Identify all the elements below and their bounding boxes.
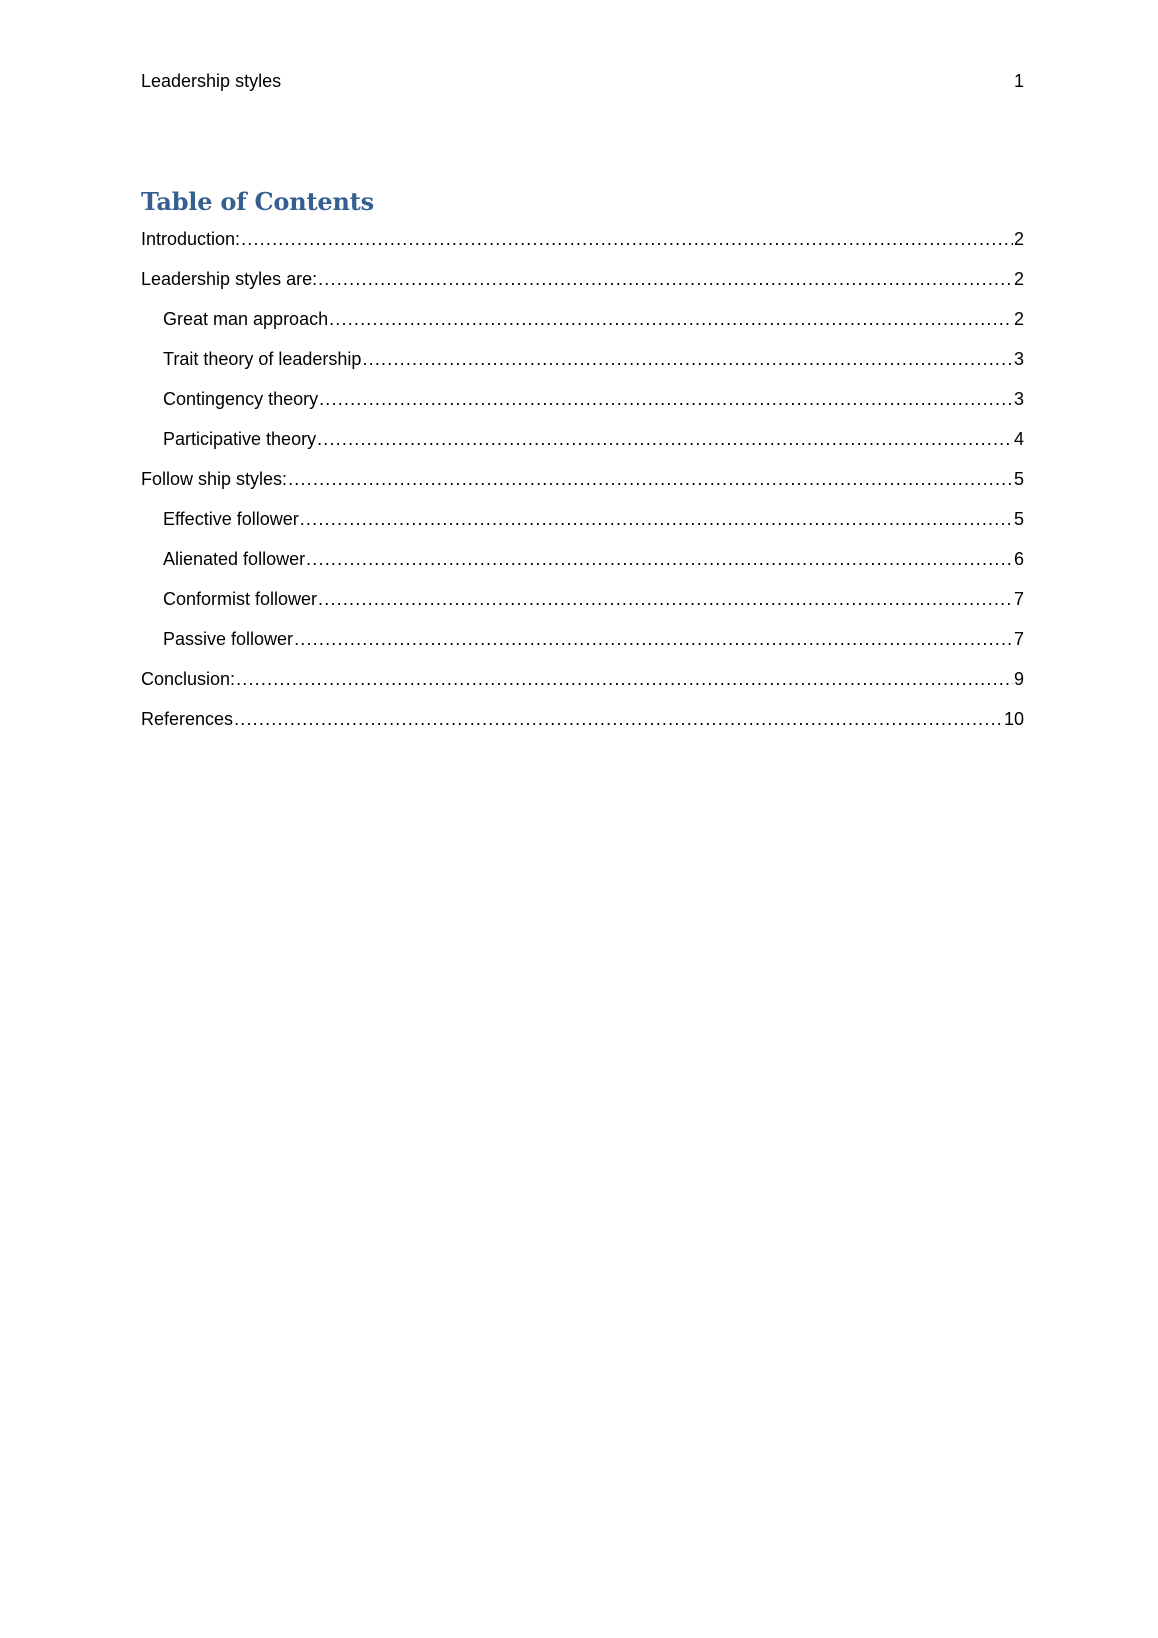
toc-entry-label: Contingency theory [163,389,319,409]
toc-entry-conformist-follower[interactable] [141,584,1024,624]
toc-entry-page: 7 [1013,589,1024,609]
dot-leader [294,624,1013,654]
dot-leader [319,384,1013,414]
toc-entry-participative-theory[interactable] [141,424,1024,464]
toc-entry-trait-theory[interactable] [141,344,1024,384]
toc-heading: Table of Contents [141,187,374,216]
toc-entry-page: 6 [1013,549,1024,569]
toc-entry-label: Alienated follower [163,549,306,569]
dot-leader [300,504,1013,534]
toc-entry-page: 5 [1013,509,1024,529]
toc-entry-page: 3 [1013,349,1024,369]
toc-entry-leadership-styles[interactable] [141,264,1024,304]
toc-entry-label: Introduction: [141,229,241,249]
dot-leader [241,224,1013,254]
dot-leader [329,304,1013,334]
toc-entry-effective-follower[interactable] [141,504,1024,544]
toc-entry-page: 2 [1013,269,1024,289]
toc-entry-references[interactable] [141,704,1024,744]
toc-entry-introduction[interactable] [141,224,1024,264]
toc-entry-label: Participative theory [163,429,317,449]
page-header [141,68,1024,94]
dot-leader [318,584,1013,614]
toc-entry-page: 7 [1013,629,1024,649]
dot-leader [317,424,1013,454]
toc-entry-label: Effective follower [163,509,299,529]
toc-entry-contingency-theory[interactable] [141,384,1024,424]
toc-entry-alienated-follower[interactable] [141,544,1024,584]
toc-entry-page: 10 [1003,709,1024,729]
toc-entry-label: References [141,709,234,729]
toc-entry-label: Follow ship styles: [141,469,288,489]
toc-entry-label: Trait theory of leadership [163,349,362,369]
dot-leader [318,264,1013,294]
toc-entry-page: 2 [1013,229,1024,249]
toc-entry-page: 3 [1013,389,1024,409]
toc-entry-label: Passive follower [163,629,294,649]
page-number: 1 [1013,71,1024,91]
dot-leader [362,344,1013,374]
dot-leader [288,464,1013,494]
dot-leader [234,704,1003,734]
table-of-contents [141,224,1024,744]
toc-entry-label: Conclusion: [141,669,236,689]
dot-leader [236,664,1013,694]
toc-entry-follow-ship-styles[interactable] [141,464,1024,504]
toc-entry-great-man-approach[interactable] [141,304,1024,344]
toc-entry-page: 4 [1013,429,1024,449]
toc-entry-page: 5 [1013,469,1024,489]
running-header-title: Leadership styles [141,71,282,91]
toc-entry-label: Leadership styles are: [141,269,318,289]
toc-entry-passive-follower[interactable] [141,624,1024,664]
toc-entry-conclusion[interactable] [141,664,1024,704]
toc-entry-label: Great man approach [163,309,329,329]
toc-entry-page: 9 [1013,669,1024,689]
dot-leader [306,544,1013,574]
toc-entry-page: 2 [1013,309,1024,329]
toc-entry-label: Conformist follower [163,589,318,609]
